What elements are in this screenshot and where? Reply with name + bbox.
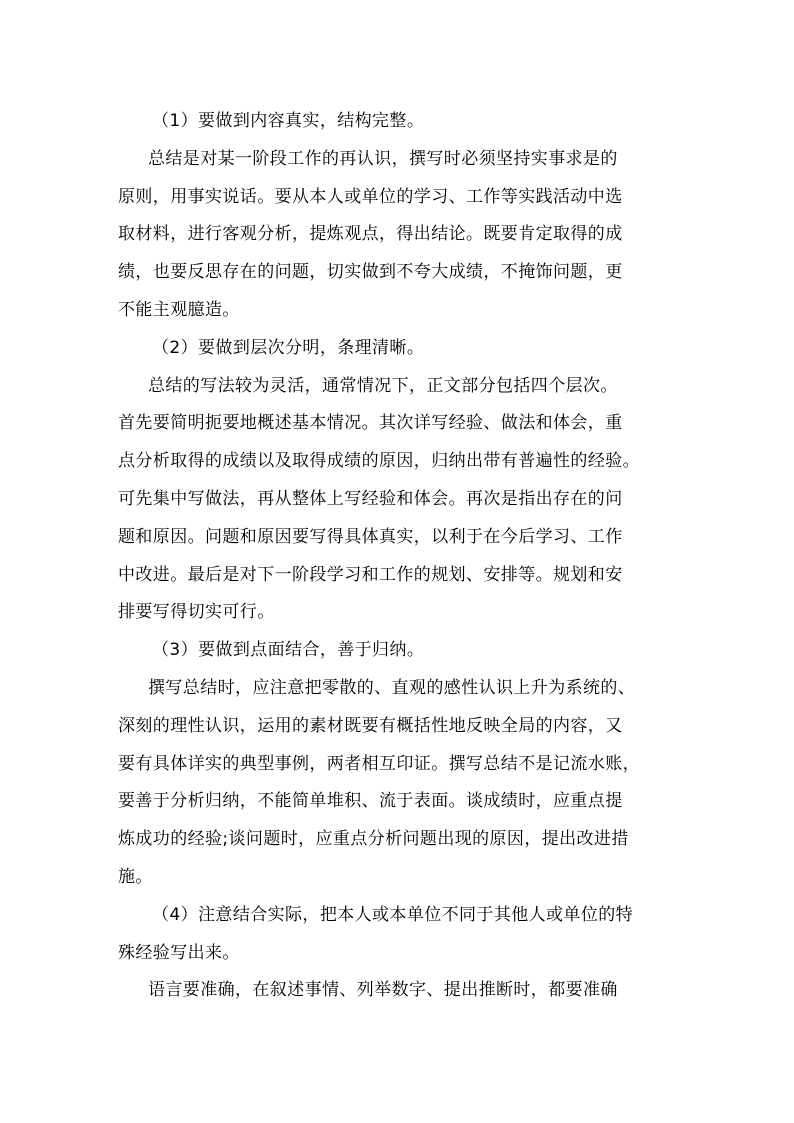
paragraph-line: 绩，也要反思存在的问题，切实做到不夸大成绩，不掩饰问题，更	[118, 262, 623, 283]
paragraph-line: 深刻的理性认识，运用的素材既要有概括性地反映全局的内容，又	[118, 715, 623, 736]
section-heading-2: （2）要做到层次分明，条理清晰。	[152, 337, 425, 358]
section-heading-4: （4）注意结合实际，把本人或本单位不同于其他人或单位的特	[152, 904, 634, 925]
paragraph-line: 要善于分析归纳，不能简单堆积、流于表面。谈成绩时，应重点提	[118, 791, 623, 812]
paragraph-line: 排要写得切实可行。	[118, 602, 275, 623]
paragraph-line: 原则，用事实说话。要从本人或单位的学习、工作等实践活动中选	[118, 186, 623, 207]
document-body	[118, 103, 683, 1010]
section-heading-3: （3）要做到点面结合，善于归纳。	[152, 640, 425, 661]
paragraph-line: 总结是对某一阶段工作的再认识，撰写时必须坚持实事求是的	[148, 148, 618, 169]
paragraph-line: 施。	[118, 866, 153, 887]
section-heading-1: （1）要做到内容真实，结构完整。	[152, 111, 425, 131]
paragraph-line: 语言要准确，在叙述事情、列举数字、提出推断时，都要准确	[148, 980, 618, 1001]
paragraph-line: 首先要简明扼要地概述基本情况。其次详写经验、做法和体会，重	[118, 413, 623, 434]
paragraph-line: 可先集中写做法，再从整体上写经验和体会。再次是指出存在的问	[118, 488, 623, 509]
paragraph-line: 撰写总结时，应注意把零散的、直观的感性认识上升为系统的、	[148, 677, 636, 698]
paragraph-line: 取材料，进行客观分析，提炼观点，得出结论。既要肯定取得的成	[118, 224, 623, 245]
paragraph-line: 炼成功的经验;谈问题时，应重点分析问题出现的原因，提出改进措	[118, 829, 629, 850]
paragraph-line: 总结的写法较为灵活，通常情况下，正文部分包括四个层次。	[148, 375, 618, 396]
paragraph-line: 要有具体详实的典型事例，两者相互印证。撰写总结不是记流水账，	[118, 753, 640, 774]
paragraph-line: 不能主观臆造。	[118, 299, 240, 320]
paragraph-line: 殊经验写出来。	[118, 942, 240, 963]
paragraph-line: 点分析取得的成绩以及取得成绩的原因，归纳出带有普遍性的经验。	[118, 451, 640, 472]
paragraph-line: 题和原因。问题和原因要写得具体真实，以利于在今后学习、工作	[118, 526, 623, 547]
paragraph-line: 中改进。最后是对下一阶段学习和工作的规划、安排等。规划和安	[118, 564, 623, 585]
